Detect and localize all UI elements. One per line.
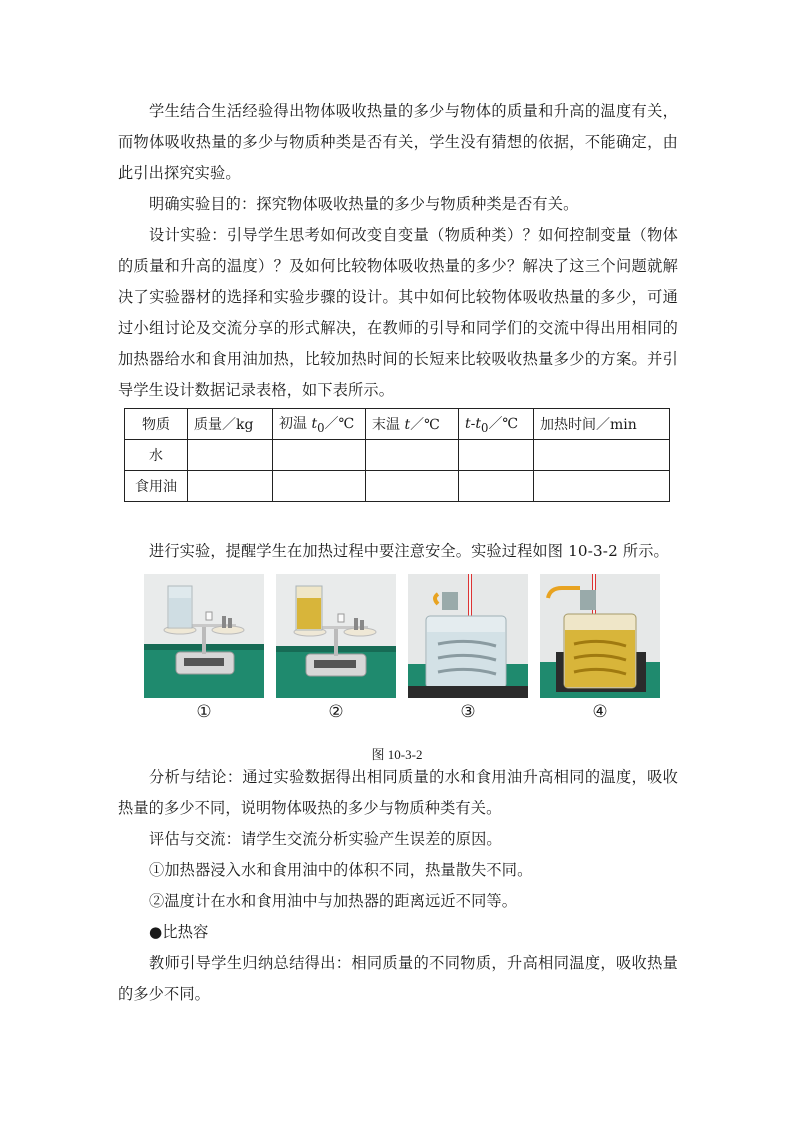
header-final-temp: 末温 t／℃ [366, 409, 459, 440]
table-cell [459, 471, 534, 502]
photo-heating-oil [540, 574, 660, 698]
photo-label-1: ① [196, 702, 212, 722]
table-cell [188, 440, 273, 471]
data-record-table [124, 408, 670, 502]
table-cell [534, 440, 670, 471]
paragraph-error-2: ②温度计在水和食用油中与加热器的距离远近不同等。 [149, 892, 518, 910]
table-cell [188, 471, 273, 502]
photo-label-3: ③ [460, 702, 476, 722]
paragraph-intro: 学生结合生活经验得出物体吸收热量的多少与物体的质量和升高的温度有关，而物体吸收热量的多少与物质种类是否有关，学生没有猜想的依据，不能确定，由此引出探究实验。 [118, 102, 678, 182]
header-substance: 物质 [125, 409, 188, 440]
table-cell [273, 440, 366, 471]
table-header-row [125, 409, 670, 440]
paragraph-experiment: 进行实验，提醒学生在加热过程中要注意安全。实验过程如图 10-3-2 所示。 [149, 542, 669, 560]
header-heating-time: 加热时间／min [534, 409, 670, 440]
paragraph-summary: 教师引导学生归纳总结得出：相同质量的不同物质，升高相同温度，吸收热量的多少不同。 [118, 954, 678, 1003]
table-cell [366, 471, 459, 502]
table-row [125, 440, 670, 471]
table-cell [273, 471, 366, 502]
header-temp-change: $t-t_0/℃$ [459, 409, 534, 440]
figure-caption: 图 10-3-2 [371, 747, 423, 762]
paragraph-design: 设计实验：引导学生思考如何改变自变量（物质种类）？如何控制变量（物体的质量和升高的温度）？及如何比较物体吸收热量的多少？解决了这三个问题就解决了实验器材的选择和实验步骤的设计。其中如何比较物体吸收热量的多少，可通过小组讨论及交流分享的形式解决，在教师的引导和同学们的交流中得出用相同的加热器给水和食用油加热，比较加热时间的长短来比较吸收热量多少的方案。并引导学生设计数据记录表格，如下表所示。 [118, 226, 678, 399]
table-cell [534, 471, 670, 502]
paragraph-goal: 明确实验目的：探究物体吸收热量的多少与物质种类是否有关。 [149, 195, 579, 213]
paragraph-analysis: 分析与结论：通过实验数据得出相同质量的水和食用油升高相同的温度，吸收热量的多少不同，说明物体吸热的多少与物质种类有关。 [118, 768, 678, 817]
table-row [125, 471, 670, 502]
header-initial-temp: 初温 $t_0/℃$ [273, 409, 366, 440]
header-mass: 质量／kg [188, 409, 273, 440]
photo-label-4: ④ [592, 702, 608, 722]
photo-label-2: ② [328, 702, 344, 722]
photo-heating-water [408, 574, 528, 698]
paragraph-error-1: ①加热器浸入水和食用油中的体积不同，热量散失不同。 [149, 861, 533, 879]
table-cell [459, 440, 534, 471]
table-cell [366, 440, 459, 471]
row-label-water: 水 [125, 440, 188, 471]
paragraph-evaluation: 评估与交流：请学生交流分析实验产生误差的原因。 [149, 830, 502, 848]
photo-balance-water [144, 574, 264, 698]
photo-balance-oil [276, 574, 396, 698]
section-heading-specific-heat: ●比热容 [149, 923, 209, 941]
row-label-oil: 食用油 [125, 471, 188, 502]
